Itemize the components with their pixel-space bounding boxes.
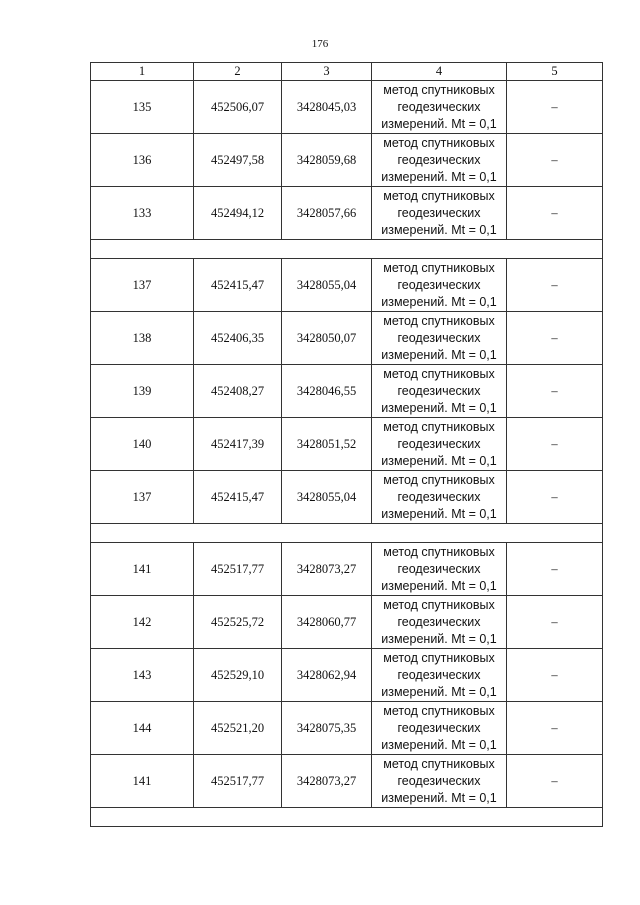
- method-cell: [372, 418, 507, 471]
- method-line: метод спутниковых: [383, 260, 495, 275]
- method-line: измерений. Mt = 0,1: [381, 116, 497, 131]
- point-number-cell: 141: [91, 755, 194, 808]
- table-row: [91, 649, 603, 702]
- method-line: метод спутниковых: [383, 703, 495, 718]
- method-cell: [372, 755, 507, 808]
- y-coordinate-cell: 3428051,52: [282, 418, 372, 471]
- point-number-cell: 133: [91, 187, 194, 240]
- separator-cell: [91, 524, 603, 543]
- table-row: [91, 471, 603, 524]
- method-line: метод спутниковых: [383, 82, 495, 97]
- method-cell: [372, 649, 507, 702]
- x-coordinate-cell: 452517,77: [194, 755, 282, 808]
- method-cell: [372, 187, 507, 240]
- table-row: [91, 365, 603, 418]
- header-row: [91, 63, 603, 81]
- table-row: [91, 543, 603, 596]
- method-line: метод спутниковых: [383, 313, 495, 328]
- method-cell: [372, 365, 507, 418]
- method-line: метод спутниковых: [383, 419, 495, 434]
- method-line: метод спутниковых: [383, 188, 495, 203]
- note-cell: –: [507, 471, 603, 524]
- x-coordinate-cell: 452494,12: [194, 187, 282, 240]
- separator-cell: [91, 240, 603, 259]
- x-coordinate-cell: 452497,58: [194, 134, 282, 187]
- y-coordinate-cell: 3428055,04: [282, 471, 372, 524]
- table-row: [91, 81, 603, 134]
- method-line: измерений. Mt = 0,1: [381, 347, 497, 362]
- point-number-cell: 144: [91, 702, 194, 755]
- method-line: геодезических: [397, 436, 481, 451]
- point-number-cell: 142: [91, 596, 194, 649]
- header-cell: 1: [91, 63, 194, 81]
- method-line: геодезических: [397, 99, 481, 114]
- x-coordinate-cell: 452506,07: [194, 81, 282, 134]
- method-line: метод спутниковых: [383, 597, 495, 612]
- method-line: геодезических: [397, 720, 481, 735]
- header-cell: 5: [507, 63, 603, 81]
- method-cell: [372, 702, 507, 755]
- point-number-cell: 137: [91, 259, 194, 312]
- page-number: 176: [311, 38, 329, 50]
- method-line: измерений. Mt = 0,1: [381, 578, 497, 593]
- table-row: [91, 596, 603, 649]
- separator-row: [91, 808, 603, 827]
- point-number-cell: 138: [91, 312, 194, 365]
- method-line: измерений. Mt = 0,1: [381, 631, 497, 646]
- method-line: метод спутниковых: [383, 756, 495, 771]
- method-line: геодезических: [397, 773, 481, 788]
- header-cell: 3: [282, 63, 372, 81]
- y-coordinate-cell: 3428046,55: [282, 365, 372, 418]
- table-row: [91, 418, 603, 471]
- y-coordinate-cell: 3428062,94: [282, 649, 372, 702]
- header-cell: 2: [194, 63, 282, 81]
- method-line: измерений. Mt = 0,1: [381, 400, 497, 415]
- point-number-cell: 139: [91, 365, 194, 418]
- method-line: измерений. Mt = 0,1: [381, 790, 497, 805]
- y-coordinate-cell: 3428073,27: [282, 755, 372, 808]
- method-line: метод спутниковых: [383, 135, 495, 150]
- note-cell: –: [507, 312, 603, 365]
- method-line: измерений. Mt = 0,1: [381, 684, 497, 699]
- point-number-cell: 135: [91, 81, 194, 134]
- x-coordinate-cell: 452417,39: [194, 418, 282, 471]
- coordinates-table: [90, 62, 603, 827]
- method-cell: [372, 81, 507, 134]
- y-coordinate-cell: 3428057,66: [282, 187, 372, 240]
- method-line: измерений. Mt = 0,1: [381, 294, 497, 309]
- x-coordinate-cell: 452521,20: [194, 702, 282, 755]
- method-line: измерений. Mt = 0,1: [381, 453, 497, 468]
- method-line: метод спутниковых: [383, 366, 495, 381]
- method-line: геодезических: [397, 205, 481, 220]
- method-cell: [372, 471, 507, 524]
- point-number-cell: 140: [91, 418, 194, 471]
- note-cell: –: [507, 755, 603, 808]
- method-line: геодезических: [397, 330, 481, 345]
- method-cell: [372, 134, 507, 187]
- note-cell: –: [507, 365, 603, 418]
- x-coordinate-cell: 452415,47: [194, 259, 282, 312]
- method-line: геодезических: [397, 614, 481, 629]
- method-line: геодезических: [397, 489, 481, 504]
- method-line: метод спутниковых: [383, 472, 495, 487]
- y-coordinate-cell: 3428045,03: [282, 81, 372, 134]
- x-coordinate-cell: 452408,27: [194, 365, 282, 418]
- header-cell: 4: [372, 63, 507, 81]
- x-coordinate-cell: 452415,47: [194, 471, 282, 524]
- table-row: [91, 702, 603, 755]
- table-row: [91, 134, 603, 187]
- point-number-cell: 143: [91, 649, 194, 702]
- note-cell: –: [507, 543, 603, 596]
- x-coordinate-cell: 452525,72: [194, 596, 282, 649]
- method-cell: [372, 543, 507, 596]
- y-coordinate-cell: 3428075,35: [282, 702, 372, 755]
- x-coordinate-cell: 452406,35: [194, 312, 282, 365]
- method-line: геодезических: [397, 277, 481, 292]
- x-coordinate-cell: 452529,10: [194, 649, 282, 702]
- method-line: геодезических: [397, 561, 481, 576]
- x-coordinate-cell: 452517,77: [194, 543, 282, 596]
- note-cell: –: [507, 702, 603, 755]
- separator-row: [91, 240, 603, 259]
- point-number-cell: 137: [91, 471, 194, 524]
- note-cell: –: [507, 259, 603, 312]
- separator-cell: [91, 808, 603, 827]
- method-cell: [372, 259, 507, 312]
- table-row: [91, 755, 603, 808]
- y-coordinate-cell: 3428073,27: [282, 543, 372, 596]
- method-line: метод спутниковых: [383, 544, 495, 559]
- method-line: измерений. Mt = 0,1: [381, 506, 497, 521]
- note-cell: –: [507, 649, 603, 702]
- method-line: метод спутниковых: [383, 650, 495, 665]
- method-line: измерений. Mt = 0,1: [381, 222, 497, 237]
- method-line: геодезических: [397, 383, 481, 398]
- method-line: геодезических: [397, 667, 481, 682]
- note-cell: –: [507, 418, 603, 471]
- y-coordinate-cell: 3428050,07: [282, 312, 372, 365]
- method-line: измерений. Mt = 0,1: [381, 169, 497, 184]
- note-cell: –: [507, 596, 603, 649]
- separator-row: [91, 524, 603, 543]
- method-cell: [372, 312, 507, 365]
- y-coordinate-cell: 3428055,04: [282, 259, 372, 312]
- note-cell: –: [507, 134, 603, 187]
- y-coordinate-cell: 3428060,77: [282, 596, 372, 649]
- table-row: [91, 259, 603, 312]
- table-body: [91, 63, 603, 827]
- table-row: [91, 187, 603, 240]
- note-cell: –: [507, 81, 603, 134]
- y-coordinate-cell: 3428059,68: [282, 134, 372, 187]
- point-number-cell: 136: [91, 134, 194, 187]
- note-cell: –: [507, 187, 603, 240]
- table-row: [91, 312, 603, 365]
- method-line: измерений. Mt = 0,1: [381, 737, 497, 752]
- method-line: геодезических: [397, 152, 481, 167]
- method-cell: [372, 596, 507, 649]
- point-number-cell: 141: [91, 543, 194, 596]
